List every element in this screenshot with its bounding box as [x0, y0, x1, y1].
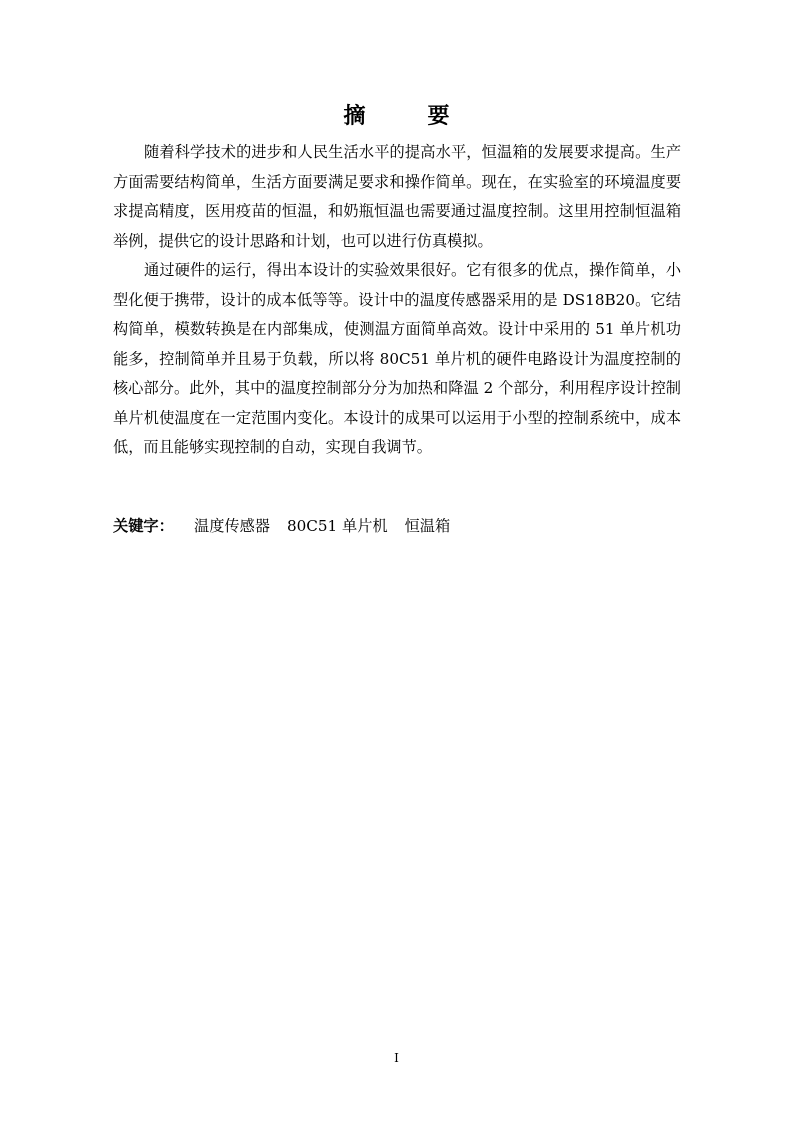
paragraph-line: 随着科学技术的进步和人民生活水平的提高水平，恒温箱的发展要求提高。生产 [144, 143, 681, 161]
paragraph-line: 核心部分。此外，其中的温度控制部分分为加热和降温 2 个部分，利用程序设计控制 [113, 379, 681, 397]
paragraph-line: 方面需要结构简单，生活方面要满足要求和操作简单。现在，在实验室的环境温度要 [113, 172, 681, 191]
abstract-body [113, 138, 681, 463]
abstract-title: 摘 要 [343, 103, 470, 129]
paragraph-line: 型化便于携带，设计的成本低等等。设计中的温度传感器采用的是 DS18B20。它结 [113, 290, 681, 309]
paragraph-line: 构简单，模数转换是在内部集成，使测温方面简单高效。设计中采用的 51 单片机功 [113, 320, 681, 338]
keywords-label: 关键字： [113, 517, 174, 535]
paragraph [113, 138, 681, 256]
paragraph [113, 256, 681, 463]
page-number: I [394, 1051, 399, 1065]
keywords-line [113, 514, 467, 538]
paragraph-line: 能多，控制简单并且易于负载，所以将 80C51 单片机的硬件电路设计为温度控制的 [113, 349, 681, 368]
paragraph-line: 单片机使温度在一定范围内变化。本设计的成果可以运用于小型的控制系统中，成本 [113, 408, 681, 427]
keyword: 80C51 单片机 [286, 517, 388, 535]
keyword: 温度传感器 [194, 517, 270, 535]
paragraph-line: 通过硬件的运行，得出本设计的实验效果很好。它有很多的优点，操作简单，小 [144, 261, 681, 279]
paragraph-line: 低，而且能够实现控制的自动，实现自我调节。 [113, 438, 432, 456]
keyword: 恒温箱 [404, 517, 451, 535]
paragraph-line: 举例，提供它的设计思路和计划，也可以进行仿真模拟。 [113, 231, 493, 250]
paragraph-line: 求提高精度，医用疫苗的恒温，和奶瓶恒温也需要通过温度控制。这里用控制恒温箱 [113, 202, 681, 220]
